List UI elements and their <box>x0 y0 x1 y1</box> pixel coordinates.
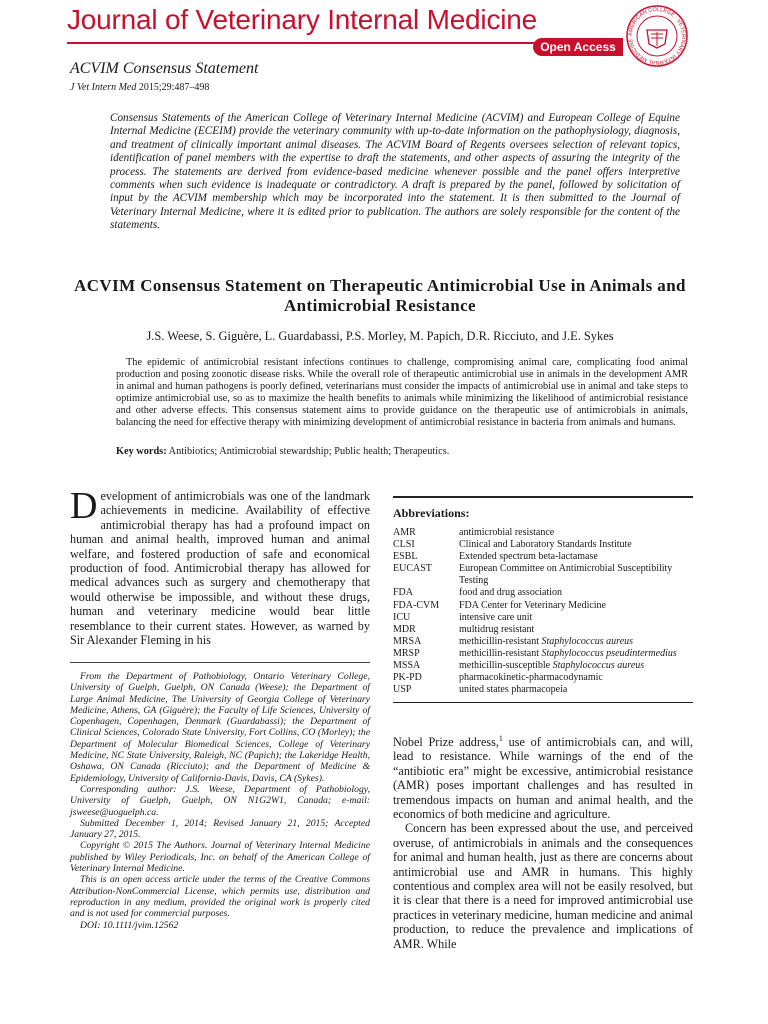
abbrev-definition <box>459 587 693 599</box>
abstract: The epidemic of antimicrobial resistant infections continues to challenge, compromising animal care, complicating food animal production and posing zoonotic disease risks. While the overall role of therapeutic antimicrobial use in animals in the development AMR in animal and human pathogens is poorly defined, veterinarians must consider the impacts of antimicrobial use in animal and take steps to optimize antimicrobial use, so as to maximize the health benefits to animals while minimizing the likelihood of antimicrobial resistance and other adverse effects. This consensus statement aims to provide guidance on the therapeutic use of antimicrobials in animals, balancing the need for effective therapy with minimizing development of antimicrobial resistance in bacteria from animals and humans. <box>116 357 688 428</box>
abbrev-definition <box>459 612 693 624</box>
abbrev-row <box>393 539 693 551</box>
abbrev-definition <box>459 600 693 612</box>
body-right-paragraph-1 <box>393 735 693 821</box>
abbrev-definition <box>459 684 693 696</box>
footnote-license: This is an open access article under the terms of the Creative Commons Attribution-NonCommercial License, which permits use, distribution and reproduction in any medium, provided the original work is properly cited and is not used for commercial purposes. <box>70 874 370 920</box>
footnote-dates: Submitted December 1, 2014; Revised January 21, 2015; Accepted January 27, 2015. <box>70 817 370 841</box>
body-right-p1-end: use of antimicrobials can, and will, lead to resistance. While warnings of the end of the “antibiotic era” might be excessive, antimicrobial resistance (AMR) poses important challenges and has resulted in tremendous impacts on human and animal health, and the economics of both medicine and agriculture. <box>393 735 693 822</box>
abbrev-term: AMR <box>393 527 416 538</box>
citation-details: 2015;29:487–498 <box>138 82 210 93</box>
abbrev-row <box>393 612 693 624</box>
abbrev-term: ICU <box>393 611 411 623</box>
keywords-value: Antibiotics; Antimicrobial stewardship; Public health; Therapeutics. <box>168 446 450 457</box>
body-text-left <box>70 485 370 648</box>
abbrev-definition-text: united states pharmacopeia <box>459 684 568 696</box>
citation-journal: J Vet Intern Med <box>70 82 137 93</box>
abbrev-definition-text: Clinical and Laboratory Standards Institute <box>459 539 632 551</box>
abbrev-species-name: Staphylococcus aureus <box>552 660 645 672</box>
abbrev-definition-text: methicillin-susceptible <box>459 660 551 672</box>
abbrev-term: PK-PD <box>393 672 422 684</box>
footnote-affiliations: From the Department of Pathobiology, Ontario Veterinary College, University of Guelph, Guelph, ON Canada (Weese); the Department of Large Animal Medicine, The University of Georgia College of Veterinary Medicine, Athens, GA (Giguère); the Faculty of Life Sciences, University of Copenhagen, Copenhagen, Denmark (Guardabassi); the Department of Clinical Sciences, Colorado State University, Fort Collins, CO (Morley); the Department of Molecular Biomedical Sciences, College of Veterinary Medicine, NC State University, Raleigh, NC (Papich); the Lakeridge Health, Oshawa, ON Canada (Ricciuto); and the Department of Medicine & Epidemiology, University of California-Davis, Davis, CA (Sykes). <box>70 671 370 784</box>
abbrev-definition-text: multidrug resistant <box>459 623 535 635</box>
footnote-rule <box>70 662 370 663</box>
abbrev-row <box>393 563 693 587</box>
abbrev-species-name: Staphylococcus aureus <box>541 635 634 647</box>
article-title: ACVIM Consensus Statement on Therapeutic Antimicrobial Use in Animals and Antimicrobial Resistance <box>74 276 686 315</box>
footnote-corresponding: Corresponding author: J.S. Weese, Department of Pathobiology, University of Guelph, Guelph, ON N1G2W1, Canada; e-mail: jsweese@uoguelph.ca. <box>70 783 370 818</box>
abbrev-term: CLSI <box>393 539 415 551</box>
abbrev-definition <box>459 527 693 539</box>
abbrev-definition-text: methicillin-resistant <box>459 635 539 647</box>
abbrev-definition-text: pharmacokinetic-pharmacodynamic <box>459 672 603 684</box>
abbrev-row <box>393 527 693 539</box>
footnote-copyright: Copyright © 2015 The Authors. Journal of Veterinary Internal Medicine published by Wiley Periodicals, Inc. on behalf of the American College of Veterinary Internal Medicine. <box>70 840 370 875</box>
seal-text: AMERICAN COLLEGE · VETERINARY INTERNAL MEDICINE <box>627 6 687 66</box>
citation <box>70 82 209 93</box>
abbrev-term: FDA-CVM <box>393 599 440 611</box>
reference-1[interactable]: 1 <box>498 733 503 743</box>
drop-cap: D <box>70 485 98 527</box>
body-text-right <box>393 735 693 951</box>
abbrev-top-rule <box>393 496 693 498</box>
body-right-paragraph-2: Concern has been expressed about the use, and perceived overuse, of antimicrobials in animals and the consequences for animal and human health, just as there are concerns about antimicrobial use and AMR in humans. This highly contentious and complex area will not be easily resolved, but it is clear that there is a need for improved antimicrobial use practices in veterinary medicine, human medicine and animal production, to reduce the prevalence and implications of AMR. While <box>393 821 693 951</box>
abbrev-title: Abbreviations: <box>393 506 470 520</box>
abbrev-definition-text: European Committee on Antimicrobial Susceptibility Testing <box>459 563 673 587</box>
keywords-label: Key words: <box>116 446 167 457</box>
abbrev-definition-text: FDA Center for Veterinary Medicine <box>459 599 606 611</box>
abbrev-species-name: Staphylococcus pseudintermedius <box>541 647 677 659</box>
abbrev-table <box>393 527 693 696</box>
body-left-text: evelopment of antimicrobials was one of the landmark achievements in medicine. Availability of effective antimicrobial therapy has had a profound impact on human and animal health, improved human and animal welfare, and fostered production of safe and economical production of food. Antimicrobial therapy has allowed for medical advances such as surgery and chemotherapy that would otherwise be impossible, and without these drugs, human and veterinary medicine would bear little resemblance to their current states. However, as warned by Sir Alexander Fleming in his <box>70 489 370 648</box>
abbrev-row <box>393 636 693 648</box>
abbrev-definition <box>459 551 693 563</box>
abbrev-term: MRSA <box>393 635 422 647</box>
abbrev-term: MSSA <box>393 660 421 672</box>
author-list: J.S. Weese, S. Giguère, L. Guardabassi, P.S. Morley, M. Papich, D.R. Ricciuto, and J.E. Sykes <box>146 329 614 343</box>
abbrev-term: MRSP <box>393 647 420 659</box>
abbrev-definition-text: antimicrobial resistance <box>459 527 555 538</box>
abbrev-row <box>393 648 693 660</box>
abbrev-definition <box>459 636 693 648</box>
section-label: ACVIM Consensus Statement <box>70 60 259 77</box>
journal-title: Journal of Veterinary Internal Medicine <box>67 4 538 35</box>
abbrev-definition-text: intensive care unit <box>459 611 533 623</box>
abbrev-definition <box>459 660 693 672</box>
abbrev-definition <box>459 672 693 684</box>
affiliation-footnotes <box>70 671 370 931</box>
abbrev-definition <box>459 648 693 660</box>
abbrev-bottom-rule <box>393 702 693 703</box>
body-right-p1-start: Nobel Prize address, <box>393 735 499 749</box>
abbrev-term: ESBL <box>393 551 418 563</box>
abbrev-definition <box>459 624 693 636</box>
abbrev-row <box>393 672 693 684</box>
abbrev-definition <box>459 539 693 551</box>
keywords <box>116 446 688 457</box>
footnote-doi: DOI: 10.1111/jvim.12562 <box>80 919 179 931</box>
acvim-seal-logo <box>625 4 689 68</box>
abbrev-definition <box>459 563 693 587</box>
abbrev-row <box>393 624 693 636</box>
abbrev-definition-text: Extended spectrum beta-lactamase <box>459 551 598 563</box>
header-rule <box>67 42 537 44</box>
abbrev-row <box>393 551 693 563</box>
abbrev-row <box>393 587 693 599</box>
abbrev-row <box>393 600 693 612</box>
abbrev-term: USP <box>393 684 412 696</box>
abbrev-term: MDR <box>393 623 416 635</box>
abbrev-term: EUCAST <box>393 563 432 575</box>
abbrev-definition-text: food and drug association <box>459 587 563 599</box>
abbrev-row <box>393 660 693 672</box>
abbrev-row <box>393 684 693 696</box>
abbrev-definition-text: methicillin-resistant <box>459 647 539 659</box>
open-access-badge: Open Access <box>533 38 623 56</box>
consensus-intro: Consensus Statements of the American College of Veterinary Internal Medicine (ACVIM) and European College of Equine Internal Medicine (ECEIM) provide the veterinary community with up-to-date information on the pathophysiology, diagnosis, and treatment of clinically important animal diseases. The ACVIM Board of Regents oversees selection of relevant topics, identification of panel members with the expertise to draft the statements, and other aspects of assuring the integrity of the process. The statements are derived from evidence-based medicine whenever possible and the panel offers interpretive comments when such evidence is inadequate or contradictory. A draft is prepared by the panel, followed by solicitation of input by the ACVIM membership which may be incorporated into the statement. It is then submitted to the Journal of Veterinary Internal Medicine, where it is edited prior to publication. The authors are solely responsible for the content of the statements. <box>110 112 680 232</box>
abbreviations-box <box>393 496 693 703</box>
abbrev-term: FDA <box>393 587 414 599</box>
